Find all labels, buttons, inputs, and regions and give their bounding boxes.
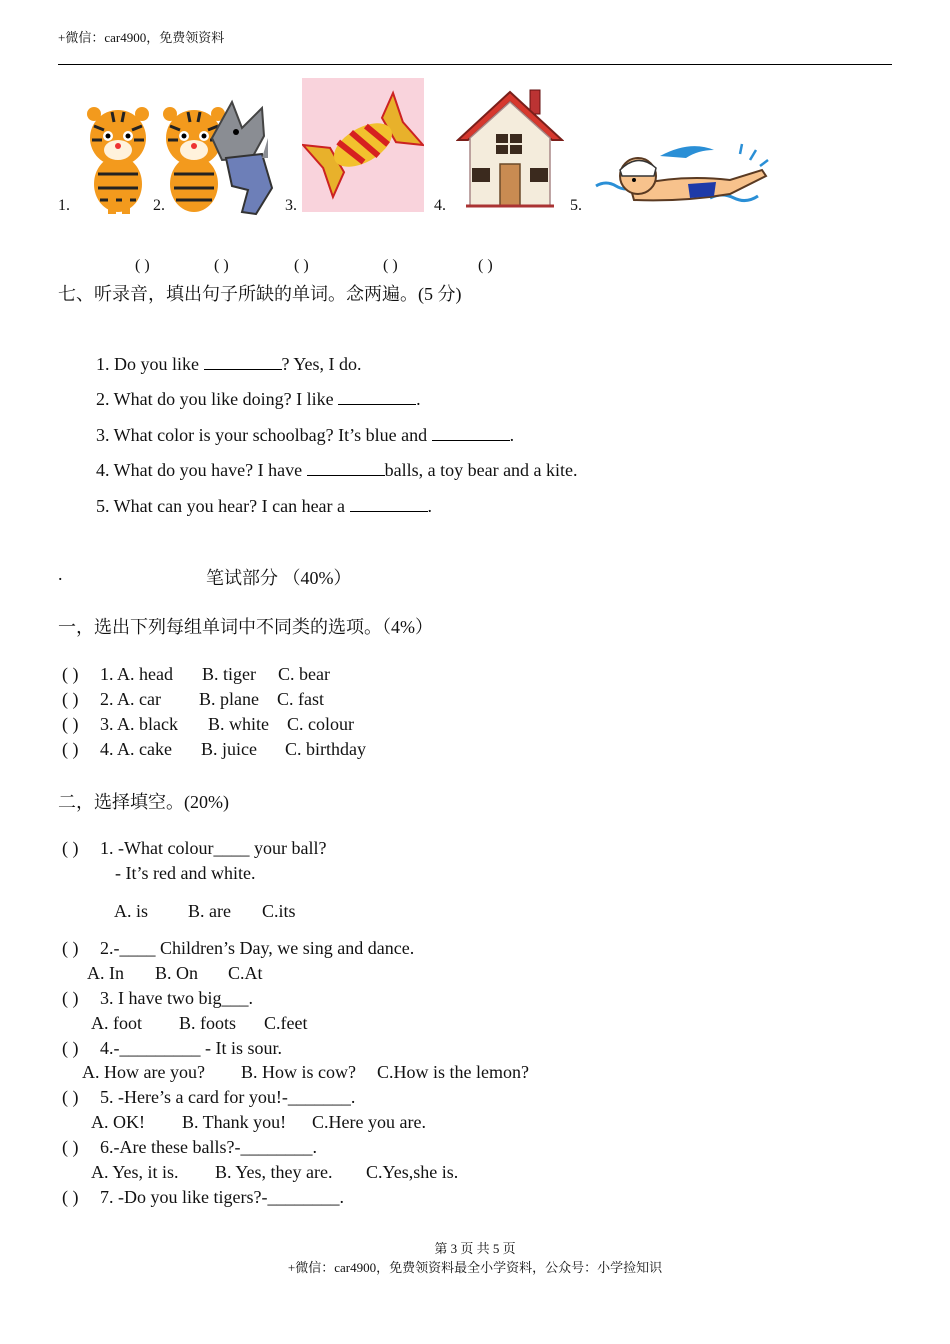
section7-item-3: 3. What color is your schoolbag? It’s blue and .	[96, 422, 514, 446]
section7-item-1: 1. Do you like ? Yes, I do.	[96, 351, 362, 375]
part2-title: 二，选择填空。(20%)	[58, 792, 229, 812]
written-part-title: 笔试部分 （40%）	[206, 568, 352, 588]
part2-q1: ( ) 1. -What colour____ your ball?	[62, 838, 327, 858]
part2-q1-options: A. is B. are C.its	[114, 901, 296, 921]
answer-paren[interactable]: ( )	[62, 664, 79, 684]
house-picture	[456, 86, 564, 208]
fill-blank[interactable]	[204, 351, 282, 370]
answer-paren-3[interactable]: ( )	[294, 257, 309, 274]
fill-blank[interactable]	[350, 493, 428, 512]
part1-item-2: ( ) 2. A. car B. plane C. fast	[62, 689, 324, 709]
picture-label-2: 2.	[153, 197, 165, 214]
part2-q3: ( ) 3. I have two big___.	[62, 988, 253, 1008]
answer-paren[interactable]: ( )	[62, 988, 79, 1008]
tiger-illustration	[163, 107, 225, 212]
picture-label-5: 5.	[570, 197, 582, 214]
part1-item-1: ( ) 1. A. head B. tiger C. bear	[62, 664, 330, 684]
answer-paren-1[interactable]: ( )	[135, 257, 150, 274]
tiger-illustration	[87, 107, 149, 214]
header-note: +微信：car4900，免费领资料	[58, 30, 225, 45]
answer-paren[interactable]: ( )	[62, 739, 79, 759]
part2-q2: ( ) 2.-____ Children’s Day, we sing and dance.	[62, 938, 415, 958]
part2-q6: ( ) 6.-Are these balls?-________.	[62, 1137, 317, 1157]
section7-item-2: 2. What do you like doing? I like .	[96, 386, 421, 410]
part2-q6-options: A. Yes, it is. B. Yes, they are. C.Yes,she is.	[91, 1162, 459, 1182]
part2-q1-response: - It’s red and white.	[115, 863, 256, 883]
header-divider	[58, 64, 892, 65]
part1-item-3: ( ) 3. A. black B. white C. colour	[62, 714, 354, 734]
candy-picture	[302, 78, 424, 212]
answer-paren[interactable]: ( )	[62, 1087, 79, 1107]
footer-note: +微信：car4900，免费领资料最全小学资料，公众号：小学捡知识	[287, 1260, 663, 1275]
answer-paren-5[interactable]: ( )	[478, 257, 493, 274]
part2-q3-options: A. foot B. foots C.feet	[91, 1013, 308, 1033]
part1-item-4: ( ) 4. A. cake B. juice C. birthday	[62, 739, 366, 759]
part2-q7: ( ) 7. -Do you like tigers?-________.	[62, 1187, 344, 1207]
fill-blank[interactable]	[338, 386, 416, 405]
picture-label-4: 4.	[434, 197, 446, 214]
part2-q4-options: A. How are you? B. How is cow? C.How is the lemon?	[82, 1062, 529, 1082]
part1-title: 一，选出下列每组单词中不同类的选项。（4%）	[58, 617, 433, 637]
answer-paren[interactable]: ( )	[62, 714, 79, 734]
answer-paren[interactable]: ( )	[62, 1038, 79, 1058]
answer-paren-4[interactable]: ( )	[383, 257, 398, 274]
section7-title: 七、听录音，填出句子所缺的单词。念两遍。(5 分)	[58, 284, 462, 304]
answer-paren-2[interactable]: ( )	[214, 257, 229, 274]
fill-blank[interactable]	[432, 422, 510, 441]
answer-paren[interactable]: ( )	[62, 1187, 79, 1207]
fill-blank[interactable]	[307, 457, 385, 476]
answer-paren[interactable]: ( )	[62, 1137, 79, 1157]
part2-q5-options: A. OK! B. Thank you! C.Here you are.	[91, 1112, 426, 1132]
part2-q5: ( ) 5. -Here’s a card for you!-_______.	[62, 1087, 356, 1107]
part2-q2-options: A. In B. On C.At	[87, 963, 263, 983]
part2-q4: ( ) 4.-_________ - It is sour.	[62, 1038, 282, 1058]
picture-label-3: 3.	[285, 197, 297, 214]
answer-paren[interactable]: ( )	[62, 838, 79, 858]
section7-item-4: 4. What do you have? I have balls, a toy bear and a kite.	[96, 457, 578, 481]
swimmer-picture	[590, 140, 772, 214]
tiger-pair-picture	[74, 92, 274, 216]
answer-paren[interactable]: ( )	[62, 689, 79, 709]
answer-paren[interactable]: ( )	[62, 938, 79, 958]
written-dot: .	[58, 564, 63, 584]
page-number: 第 3 页 共 5 页	[434, 1241, 516, 1256]
picture-label-1: 1.	[58, 197, 70, 214]
section7-item-5: 5. What can you hear? I can hear a .	[96, 493, 432, 517]
